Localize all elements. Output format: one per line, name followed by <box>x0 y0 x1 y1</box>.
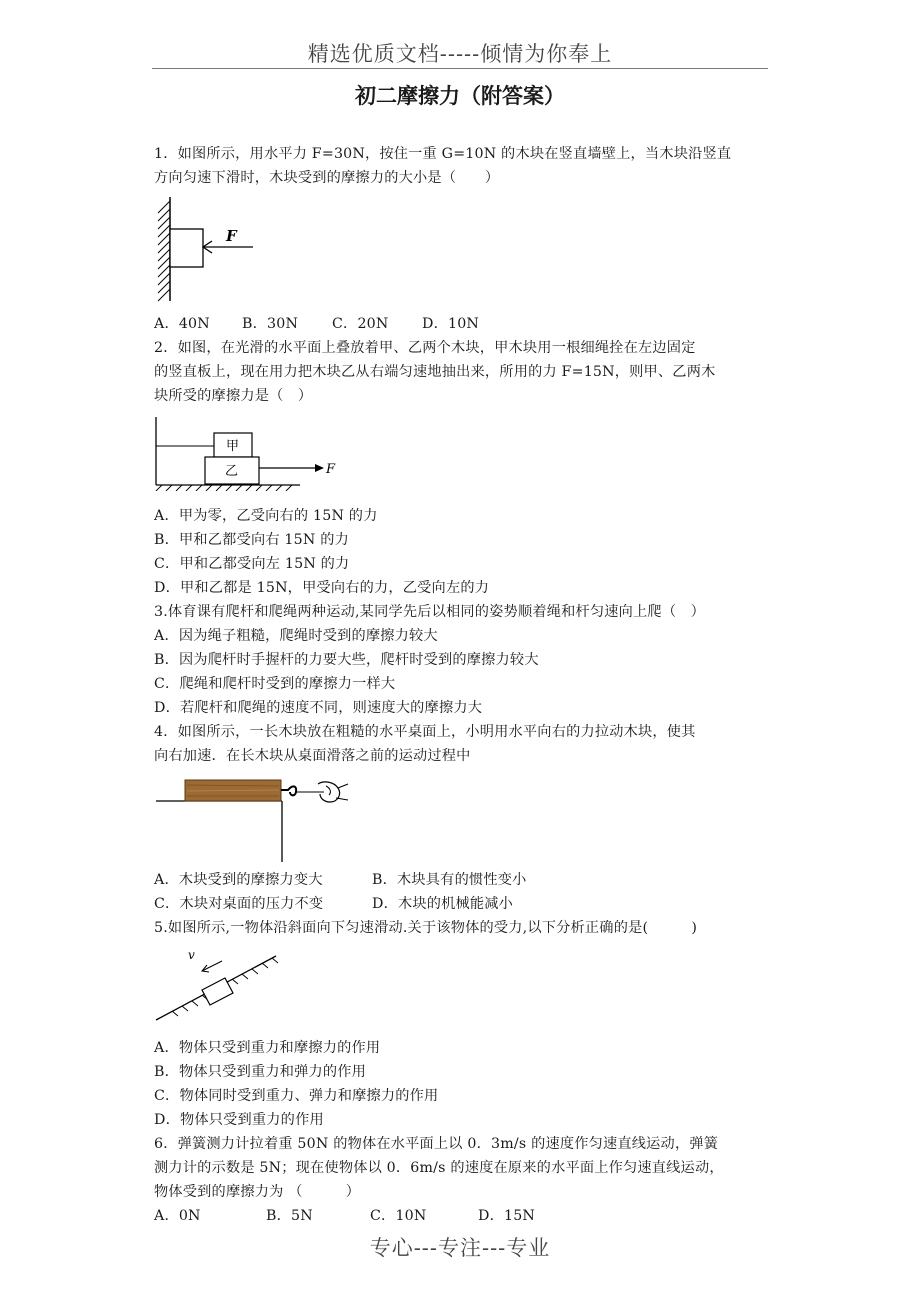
q3-option-c[interactable]: C．爬绳和爬杆时受到的摩擦力一样大 <box>154 676 396 692</box>
q2-stacked-blocks-figure <box>150 415 340 491</box>
q3-option-b[interactable]: B．因为爬杆时手握杆的力要大些，爬杆时受到的摩擦力较大 <box>154 652 539 668</box>
q2-option-b[interactable]: B．甲和乙都受向右 15N 的力 <box>154 532 349 548</box>
q2-option-c[interactable]: C．甲和乙都受向左 15N 的力 <box>154 556 350 572</box>
q2-option-d[interactable]: D．甲和乙都是 15N，甲受向右的力，乙受向左的力 <box>154 580 490 596</box>
q5-option-a[interactable]: A．物体只受到重力和摩擦力的作用 <box>154 1040 381 1056</box>
q2-block-bottom-label: 乙 <box>225 464 239 479</box>
q4-option-b[interactable]: B．木块具有的惯性变小 <box>372 872 527 888</box>
q6-option-b[interactable]: B．5N <box>266 1208 313 1224</box>
q6-stem-line-2: 测力计的示数是 5N；现在使物体以 0．6m/s 的速度在原来的水平面上作匀速直线运动， <box>154 1160 724 1176</box>
q4-options-row-1 <box>154 870 574 890</box>
q1-wall-block-figure <box>150 195 260 305</box>
q1-option-b[interactable]: B．30N <box>242 316 299 332</box>
q6-option-c[interactable]: C．10N <box>370 1208 427 1224</box>
q2-block-top-label: 甲 <box>226 439 240 454</box>
q3-option-d[interactable]: D．若爬杆和爬绳的速度不同，则速度大的摩擦力大 <box>154 700 483 716</box>
q4-options-row-2 <box>154 894 574 914</box>
q5-option-b[interactable]: B．物体只受到重力和弹力的作用 <box>154 1064 367 1080</box>
page-header: 精选优质文档-----倾情为你奉上 <box>307 42 613 66</box>
q5-option-c[interactable]: C．物体同时受到重力、弹力和摩擦力的作用 <box>154 1088 439 1104</box>
q1-option-d[interactable]: D．10N <box>422 316 480 332</box>
q1-force-label: F <box>226 227 237 245</box>
q2-stem-line-1: 2．如图，在光滑的水平面上叠放着甲、乙两个木块，甲木块用一根细绳拴在左边固定 <box>154 340 696 356</box>
q4-option-c[interactable]: C．木块对桌面的压力不变 <box>154 896 324 912</box>
q1-stem-line-2: 方向匀速下滑时，木块受到的摩擦力的大小是（ ） <box>154 170 500 186</box>
q2-force-label: F <box>326 462 336 477</box>
q1-options <box>154 314 554 334</box>
q4-table-block-figure <box>152 772 352 864</box>
q4-option-a[interactable]: A．木块受到的摩擦力变大 <box>154 872 323 888</box>
q2-stem-line-3: 块所受的摩擦力是（ ） <box>154 388 313 404</box>
q5-incline-figure <box>152 944 282 1024</box>
q1-option-c[interactable]: C．20N <box>332 316 389 332</box>
header-divider <box>152 68 768 69</box>
q4-stem-line-1: 4．如图所示，一长木块放在粗糙的水平桌面上，小明用水平向右的力拉动木块，使其 <box>154 724 696 740</box>
q6-stem-line-3: 物体受到的摩擦力为 （ ） <box>154 1184 361 1200</box>
q3-option-a[interactable]: A．因为绳子粗糙，爬绳时受到的摩擦力较大 <box>154 628 438 644</box>
page-footer: 专心---专注---专业 <box>369 1236 551 1260</box>
q5-option-d[interactable]: D．物体只受到重力的作用 <box>154 1112 324 1128</box>
q2-option-a[interactable]: A．甲为零，乙受向右的 15N 的力 <box>154 508 378 524</box>
q5-stem-line-1: 5.如图所示,一物体沿斜面向下匀速滑动.关于该物体的受力,以下分析正确的是( ) <box>154 920 698 936</box>
q6-stem-line-1: 6．弹簧测力计拉着重 50N 的物体在水平面上以 0．3m/s 的速度作匀速直线运动，弹簧 <box>154 1136 719 1152</box>
q1-stem-line-1: 1．如图所示，用水平力 F=30N，按住一重 G=10N 的木块在竖直墙壁上，当木块沿竖直 <box>154 146 732 162</box>
q3-stem-line-1: 3.体育课有爬杆和爬绳两种运动,某同学先后以相同的姿势顺着绳和杆匀速向上爬（ ） <box>154 604 705 620</box>
document-title: 初二摩擦力（附答案） <box>355 84 565 108</box>
q4-stem-line-2: 向右加速．在长木块从桌面滑落之前的运动过程中 <box>154 748 471 764</box>
q1-option-a[interactable]: A．40N <box>154 316 210 332</box>
q5-velocity-label: v <box>188 948 195 962</box>
q6-option-a[interactable]: A．0N <box>154 1208 201 1224</box>
q4-option-d[interactable]: D．木块的机械能减小 <box>372 896 514 912</box>
q6-options <box>154 1206 574 1226</box>
q6-option-d[interactable]: D．15N <box>478 1208 536 1224</box>
q2-stem-line-2: 的竖直板上，现在用力把木块乙从右端匀速地抽出来，所用的力 F=15N，则甲、乙两木 <box>154 364 716 380</box>
